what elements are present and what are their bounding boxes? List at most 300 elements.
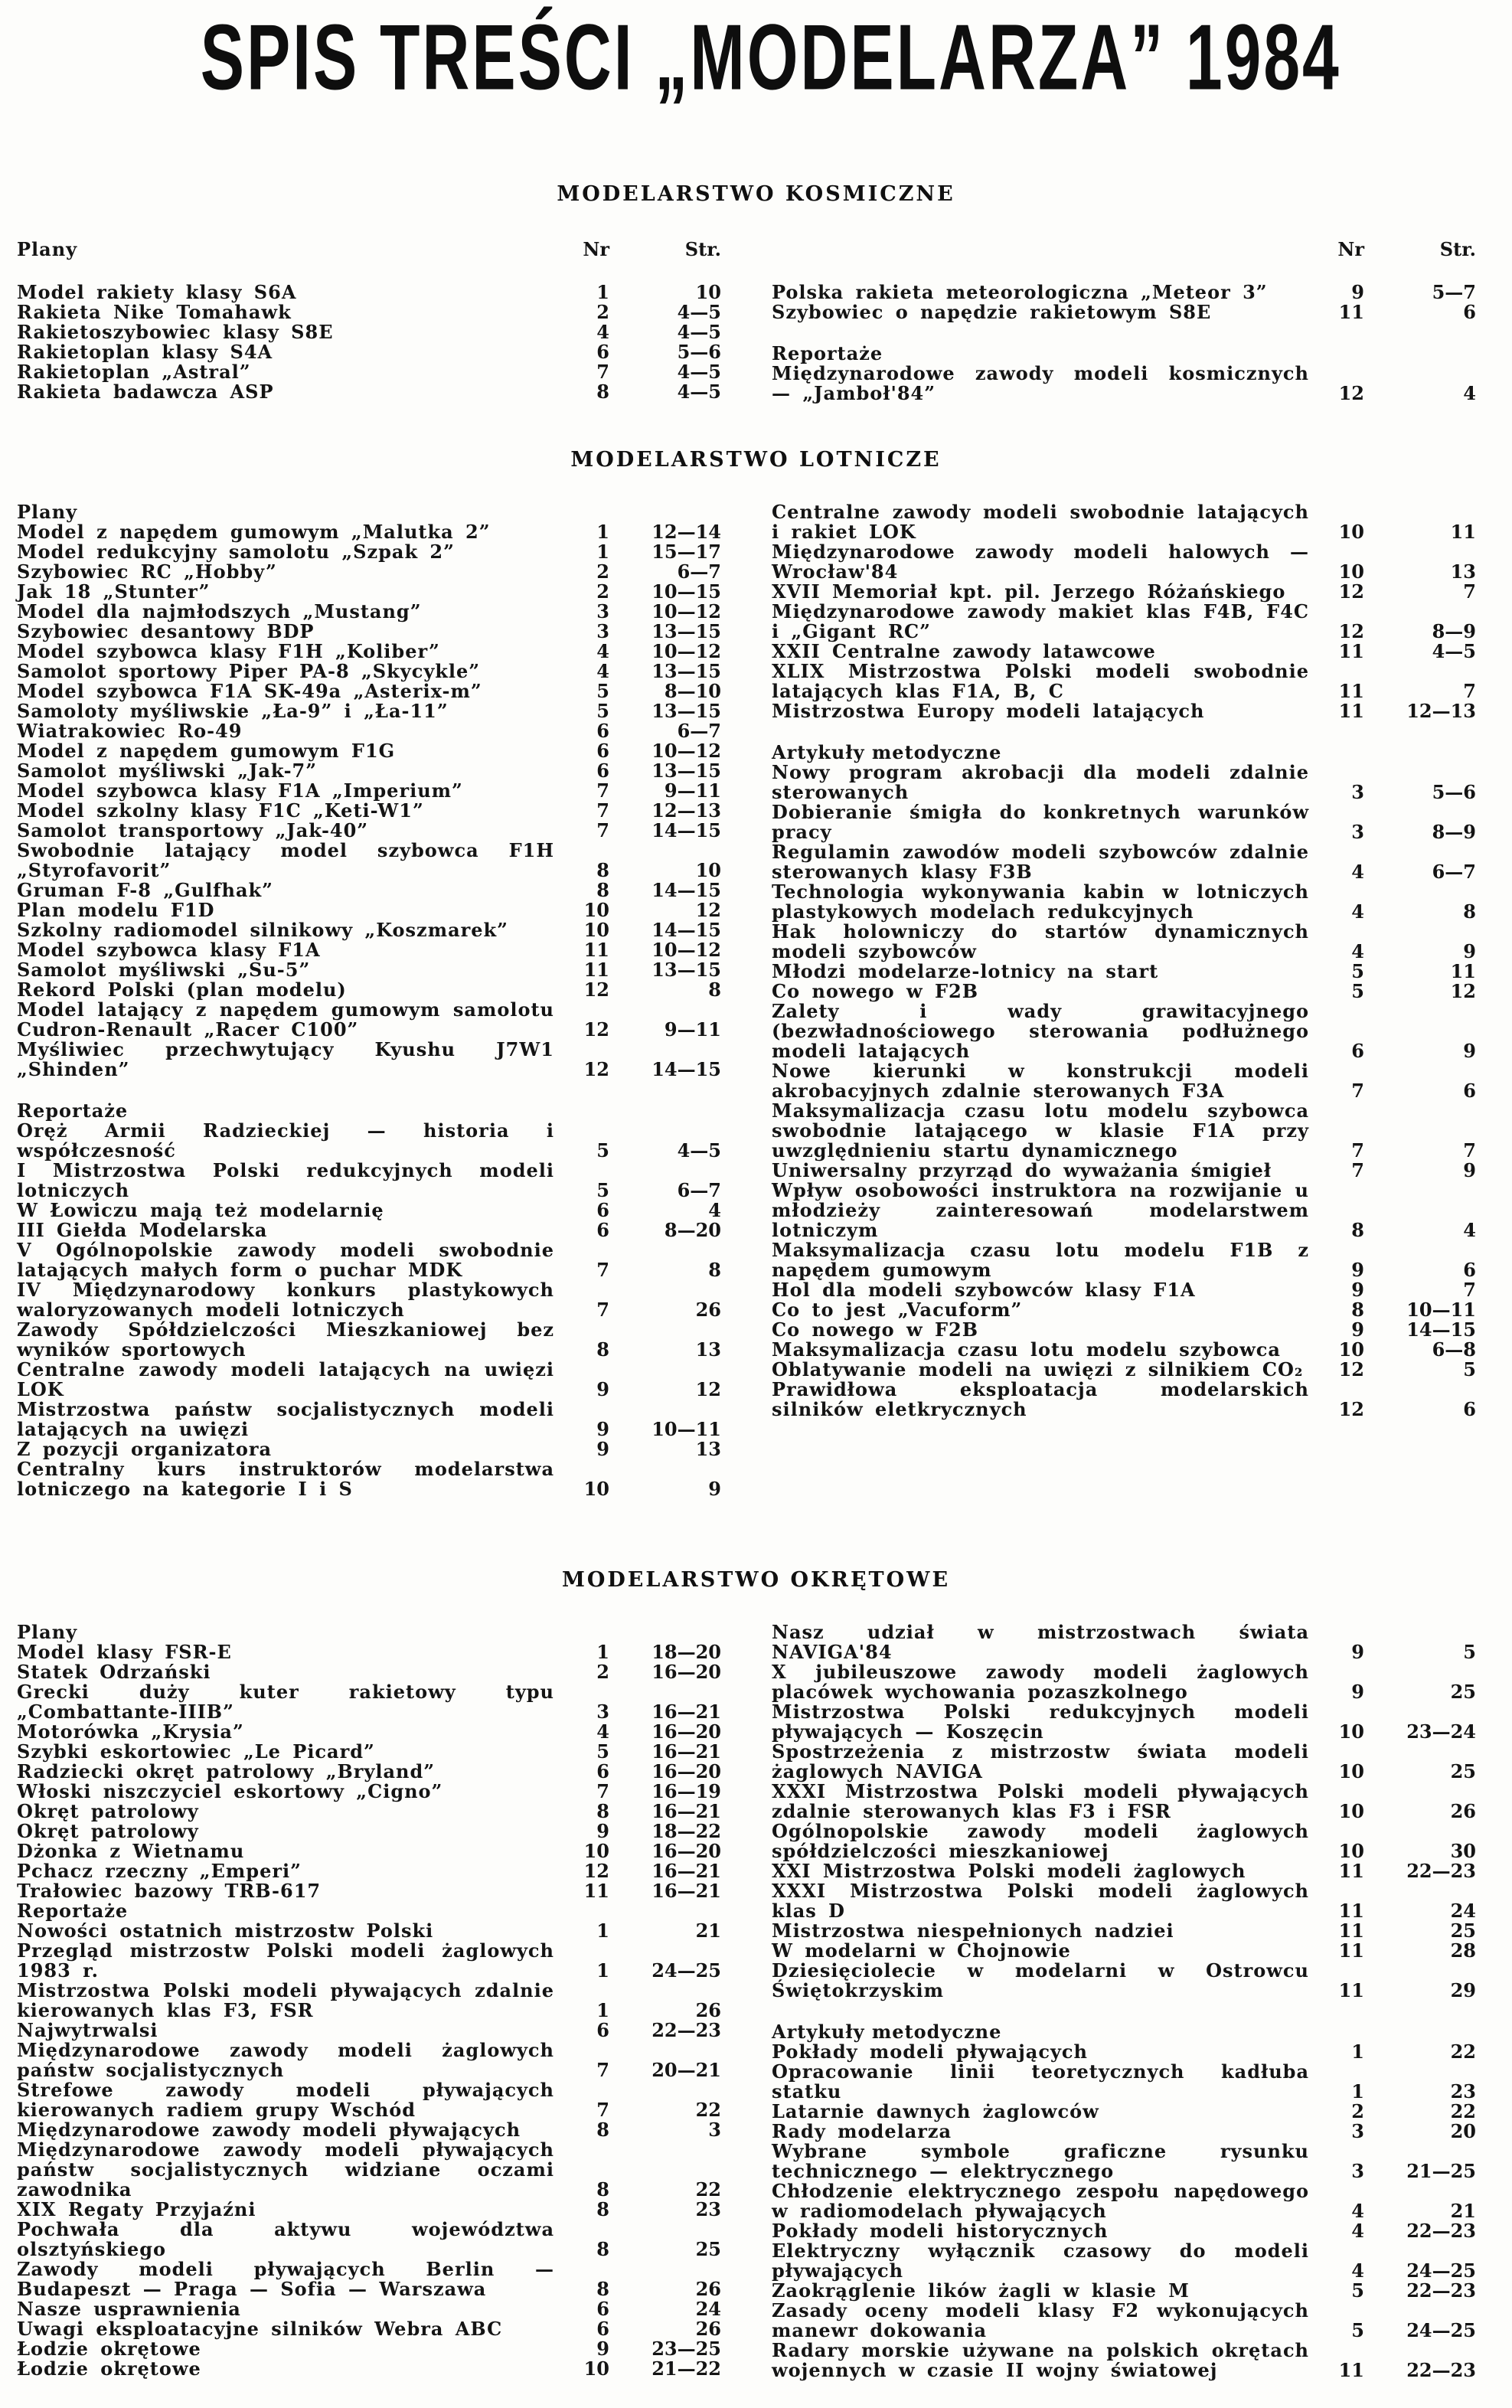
toc-entry (17, 542, 729, 562)
entry-title: Polska rakieta meteorologiczna „Meteor 3” (772, 281, 1268, 303)
toc-entry (772, 2062, 1484, 2102)
entry-page-range: 14—15 (651, 919, 721, 941)
entry-page-range: 6—7 (677, 720, 721, 742)
entry-title: Model szybowca klasy F1A „Imperium” (17, 779, 463, 802)
entry-issue-number: 1 (596, 281, 609, 303)
section-heading: MODELARSTWO LOTNICZE (570, 448, 942, 472)
entry-issue-number: 5 (596, 700, 609, 722)
entry-title: W modelarni w Chojnowie (772, 1939, 1071, 1962)
entry-issue-number: 9 (596, 1438, 609, 1460)
entry-page-range: 24—25 (651, 1959, 721, 1982)
entry-issue-number: 3 (1351, 2160, 1364, 2182)
entry-page-range: 22—23 (651, 2019, 721, 2041)
entry-title: Dobieranie śmigła do konkretnych warunków pracy (772, 801, 1309, 843)
section-columns (0, 502, 1512, 1499)
entry-issue-number: 12 (1338, 580, 1364, 603)
toc-entry (772, 1881, 1484, 1921)
entry-issue-number: 2 (596, 580, 609, 603)
entry-title: Międzynarodowe zawody modeli pływających (17, 2119, 521, 2141)
entry-issue-number: 9 (596, 1418, 609, 1440)
entry-title: XIX Regaty Przyjaźni (17, 2198, 256, 2220)
toc-entry (772, 1861, 1484, 1881)
entry-title: Włoski niszczyciel eskortowy „Cigno” (17, 1780, 443, 1802)
entry-issue-number: 12 (583, 1018, 609, 1041)
toc-entry (772, 1240, 1484, 1280)
entry-title: Międzynarodowe zawody modeli kosmicznych — „Jamboł'84” (772, 362, 1309, 404)
entry-page-range: 5 (1463, 1358, 1476, 1380)
entry-page-range: 9 (708, 1478, 721, 1500)
subsection-heading: Reportaże (17, 1900, 129, 1922)
toc-entry (772, 1360, 1484, 1380)
entry-title: Zaokrąglenie lików żagli w klasie M (772, 2279, 1190, 2302)
entry-title: Gruman F-8 „Gulfhak” (17, 879, 273, 901)
entry-title: Rakieta Nike Tomahawk (17, 301, 292, 323)
entry-issue-number: 7 (596, 779, 609, 802)
entry-page-range: 6—7 (1432, 861, 1476, 883)
toc-entry (17, 681, 729, 701)
entry-title: Wybrane symbole graficzne rysunku technicznego — elektrycznego (772, 2140, 1309, 2182)
toc-entry (772, 662, 1484, 701)
entry-title: Nasz udział w mistrzostwach świata NAVIGA'84 (772, 1621, 1309, 1663)
entry-title: Pokłady modeli historycznych (772, 2220, 1109, 2242)
entry-title: Wiatrakowiec Ro-49 (17, 720, 243, 742)
entry-title: Młodzi modelarze-lotnicy na start (772, 960, 1159, 982)
entry-page-range: 28 (1450, 1939, 1476, 1962)
entry-issue-number: 12 (1338, 620, 1364, 642)
entry-page-range: 12 (695, 1378, 721, 1400)
entry-title: Zasady oceny modeli klasy F2 wykonujących manewr dokowania (772, 2299, 1309, 2341)
entry-title: Międzynarodowe zawody modeli halowych — Wrocław'84 (772, 541, 1309, 583)
subsection-heading: Artykuły metodyczne (772, 2021, 1002, 2043)
entry-title: Grecki duży kuter rakietowy typu „Combattante-IIIB” (17, 1681, 554, 1723)
entry-title: Przegląd mistrzostw Polski modeli żaglowych 1983 r. (17, 1939, 554, 1982)
toc-entry (17, 940, 729, 960)
entry-page-range: 4 (1463, 1219, 1476, 1241)
entry-issue-number: 4 (596, 640, 609, 662)
entry-title: Model klasy FSR-E (17, 1641, 232, 1663)
entry-title: Oblatywanie modeli na uwięzi z silnikiem CO₂ (772, 1358, 1304, 1380)
toc-entry (17, 302, 729, 322)
entry-title: XVII Memoriał kpt. pil. Jerzego Różańskiego (772, 580, 1286, 603)
entry-page-range: 5—6 (677, 341, 721, 363)
entry-title: Maksymalizacja czasu lotu modelu szybowca (772, 1338, 1281, 1361)
entry-page-range: 9 (1463, 940, 1476, 962)
entry-issue-number: 12 (1338, 1398, 1364, 1420)
toc-entry (17, 1941, 729, 1981)
entry-issue-number: 10 (1338, 1760, 1364, 1782)
toc-entry (17, 1000, 729, 1040)
toc-entry (17, 1682, 729, 1722)
entry-page-range: 14—15 (651, 819, 721, 841)
entry-page-range: 22—23 (1406, 2220, 1476, 2242)
toc-entry (772, 1622, 1484, 1662)
entry-issue-number: 10 (583, 2357, 609, 2380)
entry-title: Model szkolny klasy F1C „Keti-W1” (17, 799, 424, 822)
entry-issue-number: 11 (1338, 2359, 1364, 2381)
toc-entry (772, 2301, 1484, 2341)
entry-page-range: 20—21 (651, 2059, 721, 2081)
entry-issue-number: 8 (596, 1800, 609, 1822)
entry-issue-number: 7 (1351, 1159, 1364, 1181)
entry-issue-number: 8 (596, 1338, 609, 1361)
entry-title: XXXI Mistrzostwa Polski modeli żaglowych klas D (772, 1880, 1309, 1922)
entry-title: Co to jest „Vacuform” (772, 1299, 1023, 1321)
entry-issue-number: 1 (596, 1920, 609, 1942)
entry-page-range: 11 (1450, 521, 1476, 543)
entry-issue-number: 11 (1338, 640, 1364, 662)
entry-issue-number: 10 (1338, 521, 1364, 543)
entry-page-range: 7 (1463, 580, 1476, 603)
entry-issue-number: 5 (596, 680, 609, 702)
entry-title: Międzynarodowe zawody modeli pływających państw socjalistycznych widziane oczami zawodnika (17, 2138, 554, 2201)
entry-page-range: 26 (1450, 1800, 1476, 1822)
entry-issue-number: 10 (1338, 1800, 1364, 1822)
entry-issue-number: 4 (1351, 900, 1364, 923)
toc-column-right-okretowe (772, 1622, 1484, 2380)
toc-entry (772, 2341, 1484, 2380)
entry-page-range: 4—5 (677, 321, 721, 343)
entry-page-range: 7 (1463, 1139, 1476, 1162)
entry-issue-number: 3 (596, 600, 609, 622)
toc-entry (772, 364, 1484, 404)
toc-entry (772, 602, 1484, 642)
toc-entry (772, 1921, 1484, 1941)
column-header-issue: Nr (1337, 238, 1364, 260)
toc-entry (772, 582, 1484, 602)
toc-column-left-kosmiczne (17, 240, 729, 404)
entry-issue-number: 4 (596, 660, 609, 682)
toc-entry (17, 2359, 729, 2379)
entry-issue-number: 10 (583, 919, 609, 941)
entry-title: Elektryczny wyłącznik czasowy do modeli pływających (772, 2240, 1309, 2282)
toc-entry (17, 2339, 729, 2359)
entry-page-range: 10—11 (1406, 1299, 1476, 1321)
entry-page-range: 23 (1450, 2080, 1476, 2103)
entry-issue-number: 8 (596, 859, 609, 881)
toc-entry (17, 1240, 729, 1280)
entry-page-range: 11 (1450, 960, 1476, 982)
entry-page-range: 13 (695, 1438, 721, 1460)
entry-issue-number: 9 (596, 1378, 609, 1400)
toc-entry (772, 2221, 1484, 2241)
toc-entry (17, 1921, 729, 1941)
entry-title: Model latający z napędem gumowym samolotu Cudron-Renault „Racer C100” (17, 998, 554, 1041)
entry-page-range: 9 (1463, 1159, 1476, 1181)
entry-issue-number: 5 (1351, 2279, 1364, 2302)
toc-entry (17, 761, 729, 781)
toc-entry (17, 1742, 729, 1762)
entry-issue-number: 11 (1338, 1860, 1364, 1882)
toc-entry (17, 900, 729, 920)
entry-title: Motorówka „Krysia” (17, 1720, 244, 1743)
toc-entry (17, 920, 729, 940)
entry-issue-number: 3 (596, 620, 609, 642)
entry-issue-number: 1 (1351, 2080, 1364, 2103)
entry-title: Strefowe zawody modeli pływających kierowanych radiem grupy Wschód (17, 2079, 554, 2121)
entry-issue-number: 10 (1338, 1720, 1364, 1743)
entry-issue-number: 7 (596, 1299, 609, 1321)
entry-page-range: 4 (1463, 382, 1476, 404)
entry-title: Jak 18 „Stunter” (17, 580, 211, 603)
entry-issue-number: 8 (596, 2178, 609, 2201)
section-heading: MODELARSTWO KOSMICZNE (557, 182, 955, 206)
toc-entry (772, 302, 1484, 322)
entry-title: Zawody modeli pływających Berlin — Budapeszt — Praga — Sofia — Warszawa (17, 2258, 554, 2300)
entry-page-range: 7 (1463, 680, 1476, 702)
entry-title: Mistrzostwa Europy modeli latających (772, 700, 1205, 722)
entry-page-range: 5—6 (1432, 781, 1476, 803)
toc-entry (17, 741, 729, 761)
entry-page-range: 18—22 (651, 1820, 721, 1842)
entry-issue-number: 4 (1351, 861, 1364, 883)
entry-issue-number: 5 (1351, 980, 1364, 1002)
entry-issue-number: 1 (596, 1999, 609, 2021)
entry-page-range: 15—17 (651, 541, 721, 563)
toc-entry (17, 1841, 729, 1861)
entry-issue-number: 1 (596, 521, 609, 543)
column-header-page: Str. (684, 238, 721, 260)
entry-page-range: 14—15 (651, 1058, 721, 1080)
toc-entry (17, 980, 729, 1000)
entry-page-range: 22 (695, 2099, 721, 2121)
toc-entry (17, 1802, 729, 1822)
toc-entry (772, 701, 1484, 721)
entry-issue-number: 6 (596, 720, 609, 742)
toc-entry (772, 1340, 1484, 1360)
entry-page-range: 24 (695, 2298, 721, 2320)
toc-entry (772, 2142, 1484, 2181)
toc-entry (772, 1161, 1484, 1181)
toc-entry (772, 1280, 1484, 1300)
toc-entry (772, 2281, 1484, 2301)
column-header-issue: Nr (583, 238, 609, 260)
toc-entry (17, 1881, 729, 1901)
entry-issue-number: 6 (596, 740, 609, 762)
entry-issue-number: 8 (596, 879, 609, 901)
entry-title: XLIX Mistrzostwa Polski modeli swobodnie latających klas F1A, B, C (772, 660, 1309, 702)
entry-issue-number: 8 (1351, 1299, 1364, 1321)
entry-page-range: 12—13 (651, 799, 721, 822)
toc-entry (17, 1722, 729, 1742)
entry-page-range: 13—15 (651, 700, 721, 722)
toc-entry (772, 1702, 1484, 1742)
toc-entry (17, 2021, 729, 2040)
entry-page-range: 13 (695, 1338, 721, 1361)
entry-issue-number: 9 (1351, 1318, 1364, 1341)
entry-page-range: 20 (1450, 2120, 1476, 2142)
entry-issue-number: 8 (596, 2198, 609, 2220)
entry-title: Rady modelarza (772, 2120, 952, 2142)
toc-entry (17, 1762, 729, 1782)
subsection-heading: Reportaże (772, 342, 883, 364)
entry-issue-number: 12 (1338, 382, 1364, 404)
toc-column-right-lotnicze (772, 502, 1484, 1499)
entry-issue-number: 12 (583, 979, 609, 1001)
entry-title: Szkolny radiomodel silnikowy „Koszmarek” (17, 919, 508, 941)
toc-entry (17, 2200, 729, 2220)
entry-title: XXI Mistrzostwa Polski modeli żaglowych (772, 1860, 1246, 1882)
title-row (0, 3, 1512, 109)
entry-issue-number: 7 (596, 2059, 609, 2081)
toc-entry (17, 562, 729, 582)
entry-title: Rekord Polski (plan modelu) (17, 979, 347, 1001)
entry-issue-number: 6 (596, 341, 609, 363)
entry-issue-number: 9 (1351, 1279, 1364, 1301)
entry-page-range: 13 (1450, 560, 1476, 583)
entry-issue-number: 11 (1338, 680, 1364, 702)
entry-issue-number: 2 (596, 301, 609, 323)
entry-title: Model z napędem gumowym „Malutka 2” (17, 521, 491, 543)
entry-issue-number: 11 (1338, 1920, 1364, 1942)
entry-issue-number: 12 (1338, 1358, 1364, 1380)
toc-entry (17, 2040, 729, 2080)
entry-issue-number: 6 (596, 2318, 609, 2340)
entry-page-range: 4—5 (677, 1139, 721, 1162)
toc-column-left-okretowe (17, 1622, 729, 2380)
entry-title: Międzynarodowe zawody makiet klas F4B, F4C i „Gigant RC” (772, 600, 1309, 642)
entry-issue-number: 9 (1351, 281, 1364, 303)
entry-page-range: 21—25 (1406, 2160, 1476, 2182)
toc-entry (17, 1861, 729, 1881)
entry-page-range: 21 (1450, 2200, 1476, 2222)
entry-title: III Giełda Modelarska (17, 1219, 268, 1241)
toc-entry (772, 1782, 1484, 1822)
entry-issue-number: 6 (596, 760, 609, 782)
toc-entry (17, 1981, 729, 2021)
entry-issue-number: 10 (583, 1478, 609, 1500)
toc-entry (772, 283, 1484, 302)
entry-issue-number: 3 (1351, 2120, 1364, 2142)
toc-entry (772, 1101, 1484, 1161)
entry-title: IV Międzynarodowy konkurs plastykowych waloryzowanych modeli lotniczych (17, 1279, 554, 1321)
entry-title: Model z napędem gumowym F1G (17, 740, 396, 762)
entry-title: Rakietoplan klasy S4A (17, 341, 273, 363)
entry-title: Centralny kurs instruktorów modelarstwa lotniczego na kategorie I i S (17, 1458, 554, 1500)
entry-issue-number: 11 (1338, 700, 1364, 722)
entry-issue-number: 8 (1351, 1219, 1364, 1241)
toc-entry (17, 1201, 729, 1220)
entry-page-range: 16—21 (651, 1880, 721, 1902)
entry-page-range: 22 (695, 2178, 721, 2201)
entry-title: Technologia wykonywania kabin w lotniczych plastykowych modelach redukcyjnych (772, 881, 1309, 923)
entry-page-range: 26 (695, 2278, 721, 2300)
entry-page-range: 5 (1463, 1641, 1476, 1663)
entry-page-range: 7 (1463, 1279, 1476, 1301)
entry-page-range: 6 (1463, 301, 1476, 323)
entry-title: Zawody Spółdzielczości Mieszkaniowej bez wyników sportowych (17, 1318, 554, 1361)
entry-page-range: 22—23 (1406, 1860, 1476, 1882)
entry-issue-number: 11 (583, 939, 609, 961)
section-heading: MODELARSTWO OKRĘTOWE (561, 1568, 951, 1592)
entry-title: Okręt patrolowy (17, 1800, 199, 1822)
entry-page-range: 8—9 (1432, 620, 1476, 642)
entry-page-range: 10—12 (651, 939, 721, 961)
toc-entry (17, 2140, 729, 2200)
subsection-heading: Artykuły metodyczne (772, 741, 1002, 763)
entry-issue-number: 3 (1351, 781, 1364, 803)
toc-entry (17, 602, 729, 622)
entry-title: Okręt patrolowy (17, 1820, 199, 1842)
toc-entry (772, 2102, 1484, 2122)
toc-entry (772, 1742, 1484, 1782)
toc-column-right-kosmiczne (772, 240, 1484, 404)
entry-issue-number: 5 (596, 1179, 609, 1201)
entry-title: Samoloty myśliwskie „Ła-9” i „Ła-11” (17, 700, 449, 722)
entry-page-range: 22 (1450, 2040, 1476, 2063)
entry-page-range: 13—15 (651, 620, 721, 642)
entry-issue-number: 10 (583, 1840, 609, 1862)
entry-page-range: 22—23 (1406, 2279, 1476, 2302)
entry-title: Szybowiec RC „Hobby” (17, 560, 277, 583)
toc-entry (17, 841, 729, 881)
entry-page-range: 14—15 (651, 879, 721, 901)
entry-issue-number: 7 (596, 1780, 609, 1802)
entry-page-range: 23—25 (651, 2338, 721, 2360)
toc-entry (17, 2259, 729, 2299)
toc-entry (17, 781, 729, 801)
entry-issue-number: 8 (596, 381, 609, 403)
entry-title: Trałowiec bazowy TRB-617 (17, 1880, 322, 1902)
entry-page-range: 6 (1463, 1259, 1476, 1281)
toc-entry (17, 2319, 729, 2339)
entry-title: Radziecki okręt patrolowy „Bryland” (17, 1760, 436, 1782)
entry-issue-number: 6 (596, 1219, 609, 1241)
entry-page-range: 30 (1450, 1840, 1476, 1862)
entry-issue-number: 9 (1351, 1641, 1364, 1663)
toc-entry (17, 1439, 729, 1459)
entry-page-range: 6—8 (1432, 1338, 1476, 1361)
entry-page-range: 10 (695, 281, 721, 303)
entry-issue-number: 7 (596, 799, 609, 822)
toc-entry (17, 382, 729, 402)
entry-page-range: 8—10 (664, 680, 721, 702)
entry-issue-number: 1 (1351, 2040, 1364, 2063)
entry-title: Model rakiety klasy S6A (17, 281, 297, 303)
subsection-heading: Reportaże (17, 1099, 129, 1122)
entry-page-range: 25 (1450, 1681, 1476, 1703)
entry-title: Mistrzostwa państw socjalistycznych modeli latających na uwięzi (17, 1398, 554, 1440)
entry-title: Model szybowca klasy F1H „Koliber” (17, 640, 440, 662)
entry-page-range: 6 (1463, 1080, 1476, 1102)
entry-page-range: 12—13 (1406, 700, 1476, 722)
toc-entry (17, 1642, 729, 1662)
column-header-row (17, 240, 729, 260)
entry-title: Pochwała dla aktywu województwa olsztyńskiego (17, 2218, 554, 2260)
page-title: SPIS TREŚCI „MODELARZA” 1984 (200, 5, 1341, 109)
entry-title: Dziesięciolecie w modelarni w Ostrowcu Świętokrzyskim (772, 1959, 1309, 2001)
entry-title: I Mistrzostwa Polski redukcyjnych modeli lotniczych (17, 1159, 554, 1201)
toc-entry (17, 821, 729, 841)
entry-page-range: 25 (1450, 1760, 1476, 1782)
entry-title: Model szybowca klasy F1A (17, 939, 321, 961)
entry-page-range: 25 (1450, 1920, 1476, 1942)
entry-title: Rakietoszybowiec klasy S8E (17, 321, 334, 343)
toc-entry (772, 1300, 1484, 1320)
entry-issue-number: 3 (1351, 821, 1364, 843)
toc-entry (772, 1320, 1484, 1340)
entry-title: Nasze usprawnienia (17, 2298, 241, 2320)
entry-page-range: 24—25 (1406, 2319, 1476, 2341)
toc-entry (17, 1360, 729, 1400)
entry-issue-number: 6 (596, 2019, 609, 2041)
toc-entry (17, 1320, 729, 1360)
entry-title: Ogólnopolskie zawody modeli żaglowych spółdzielczości mieszkaniowej (772, 1820, 1309, 1862)
toc-entry (17, 1220, 729, 1240)
toc-entry (772, 1181, 1484, 1240)
entry-page-range: 9—11 (664, 1018, 721, 1041)
entry-title: Samolot transportowy „Jak-40” (17, 819, 369, 841)
toc-entry (17, 701, 729, 721)
